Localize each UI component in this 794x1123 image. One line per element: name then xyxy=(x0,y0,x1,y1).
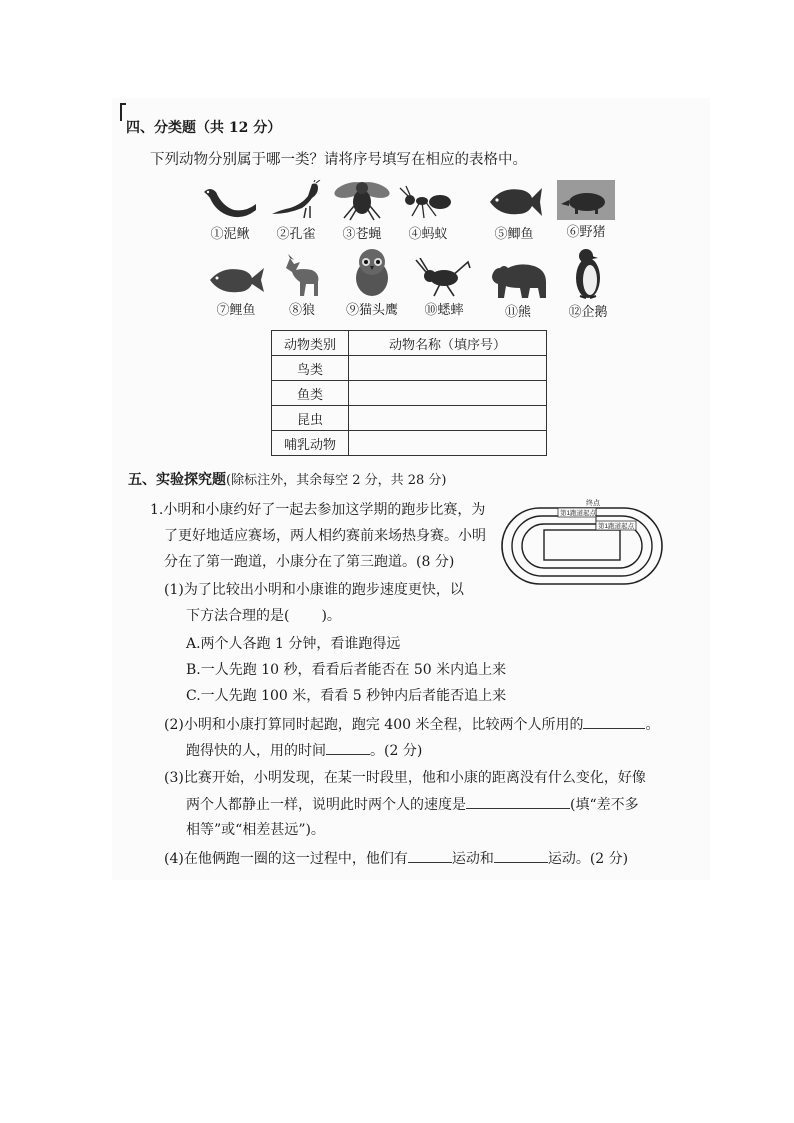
q1-part3-text: 两个人都静止一样，说明此时两个人的速度是 xyxy=(186,797,466,813)
animal-item xyxy=(198,180,262,244)
wolf-icon xyxy=(272,252,332,298)
q1-part2-text: (2)小明和小康打算同时起跑，跑完 400 米全程，比较两个人所用的 xyxy=(164,717,584,733)
animal-item xyxy=(340,246,404,320)
animal-item xyxy=(412,258,476,320)
cricket-icon xyxy=(414,258,474,298)
q1-text-line: 了更好地适应赛场，两人相约赛前来场热身赛。小明 xyxy=(164,528,486,544)
animal-label: ⑧狼 xyxy=(288,303,315,318)
table-row xyxy=(272,356,547,381)
animal-label: ⑫企鹅 xyxy=(568,305,608,320)
q1-text-line: 分在了第一跑道，小康分在了第三跑道。(8 分) xyxy=(164,554,455,570)
q1-part3-line: (3)比赛开始，小明发现，在某一时段里，他和小康的距离没有什么变化，好像 xyxy=(164,770,646,786)
animal-label: ⑨猫头鹰 xyxy=(345,303,398,318)
q1-part3-line xyxy=(186,794,639,815)
running-track-diagram xyxy=(500,496,666,588)
crucian-carp-icon xyxy=(484,180,544,222)
answer-blank[interactable] xyxy=(408,848,452,863)
table-header: 动物类别 xyxy=(272,331,349,356)
fly-icon xyxy=(332,176,392,222)
answer-blank[interactable] xyxy=(466,794,570,809)
table-header: 动物名称（填序号） xyxy=(349,331,547,356)
start-label-lane1: 第1跑道起点 xyxy=(598,523,635,530)
track-lane-outer xyxy=(502,508,662,584)
table-row xyxy=(272,406,547,431)
answer-cell[interactable] xyxy=(349,381,547,406)
answer-cell[interactable] xyxy=(349,431,547,456)
answer-cell[interactable] xyxy=(349,356,547,381)
q1-part2-text: 。 xyxy=(645,717,660,733)
category-cell: 鸟类 xyxy=(272,356,349,381)
animal-item xyxy=(554,180,618,242)
scan-corner-mark xyxy=(120,103,122,121)
option-c[interactable]: C.一人先跑 100 米，看看 5 秒钟内后者能否追上来 xyxy=(186,688,507,704)
peacock-icon xyxy=(266,180,326,222)
q1-part4-text: 运动。(2 分) xyxy=(547,851,629,867)
animal-label: ⑤鲫鱼 xyxy=(494,227,534,242)
q1-part1-text: )。 xyxy=(321,608,341,624)
track-field xyxy=(544,530,620,560)
animal-item xyxy=(204,262,268,320)
table-row xyxy=(272,431,547,456)
q1-part2-line xyxy=(164,714,659,735)
category-cell: 哺乳动物 xyxy=(272,431,349,456)
animal-item xyxy=(330,176,394,244)
q1-part1-text: 下方法合理的是( xyxy=(186,608,290,624)
animal-item xyxy=(486,256,550,322)
animal-label: ①泥鳅 xyxy=(210,227,250,242)
q1-part2-text: 。(2 分) xyxy=(370,743,423,759)
q1-part3-text: (填“差不多 xyxy=(570,797,639,813)
answer-blank[interactable] xyxy=(583,714,645,729)
animal-label: ⑪熊 xyxy=(504,305,531,320)
scan-corner-mark xyxy=(120,103,126,105)
finish-label: 终点 xyxy=(586,500,600,507)
q1-part4-text: (4)在他俩跑一圈的这一过程中，他们有 xyxy=(164,851,408,867)
animal-item xyxy=(482,180,546,244)
table-row xyxy=(272,381,547,406)
section5-heading xyxy=(128,470,447,491)
ant-icon xyxy=(398,182,458,222)
section4-instruction: 下列动物分别属于哪一类？请将序号填写在相应的表格中。 xyxy=(150,152,527,168)
category-cell: 鱼类 xyxy=(272,381,349,406)
classification-table xyxy=(271,330,547,456)
animal-item xyxy=(270,252,334,320)
animal-label: ⑦鲤鱼 xyxy=(216,303,256,318)
q1-part4-text: 运动和 xyxy=(451,851,494,867)
category-cell: 昆虫 xyxy=(272,406,349,431)
animal-item xyxy=(556,246,620,322)
section5-title: 五、实验探究题 xyxy=(128,472,226,488)
option-a[interactable]: A.两个人各跑 1 分钟，看谁跑得远 xyxy=(186,636,401,652)
animal-label: ④蚂蚁 xyxy=(408,227,448,242)
animal-label: ②孔雀 xyxy=(276,227,316,242)
q1-part1-line xyxy=(186,606,341,626)
animal-label: ⑩蟋蟀 xyxy=(424,303,464,318)
start-label-lane3: 第1跑道起点 xyxy=(560,510,597,517)
answer-blank[interactable] xyxy=(326,740,370,755)
section5-score-note: (除标注外，其余每空 2 分，共 28 分) xyxy=(226,473,447,488)
wild-boar-icon xyxy=(557,180,615,220)
penguin-icon xyxy=(558,246,618,300)
bear-icon xyxy=(486,256,550,300)
q1-part4-line xyxy=(164,848,628,869)
q1-part2-text: 跑得快的人，用的时间 xyxy=(186,743,326,759)
q1-text-line: 1.小明和小康约好了一起去参加这学期的跑步比赛，为 xyxy=(150,502,486,518)
q1-part3-line: 相等”或“相差甚远”)。 xyxy=(186,822,325,838)
option-b[interactable]: B.一人先跑 10 秒，看看后者能否在 50 米内追上来 xyxy=(186,662,507,678)
animal-item xyxy=(264,180,328,244)
table-header-row xyxy=(272,331,547,356)
q1-part2-line xyxy=(186,740,422,761)
answer-blank[interactable] xyxy=(494,848,548,863)
section4-title: 四、分类题（共 12 分） xyxy=(126,120,282,136)
loach-icon xyxy=(200,180,260,222)
q1-part1-line: (1)为了比较出小明和小康谁的跑步速度更快，以 xyxy=(164,582,464,598)
answer-cell[interactable] xyxy=(349,406,547,431)
carp-icon xyxy=(206,262,266,298)
owl-icon xyxy=(342,246,402,298)
animal-label: ③苍蝇 xyxy=(342,227,382,242)
animal-item xyxy=(396,182,460,244)
animal-label: ⑥野猪 xyxy=(566,225,606,240)
